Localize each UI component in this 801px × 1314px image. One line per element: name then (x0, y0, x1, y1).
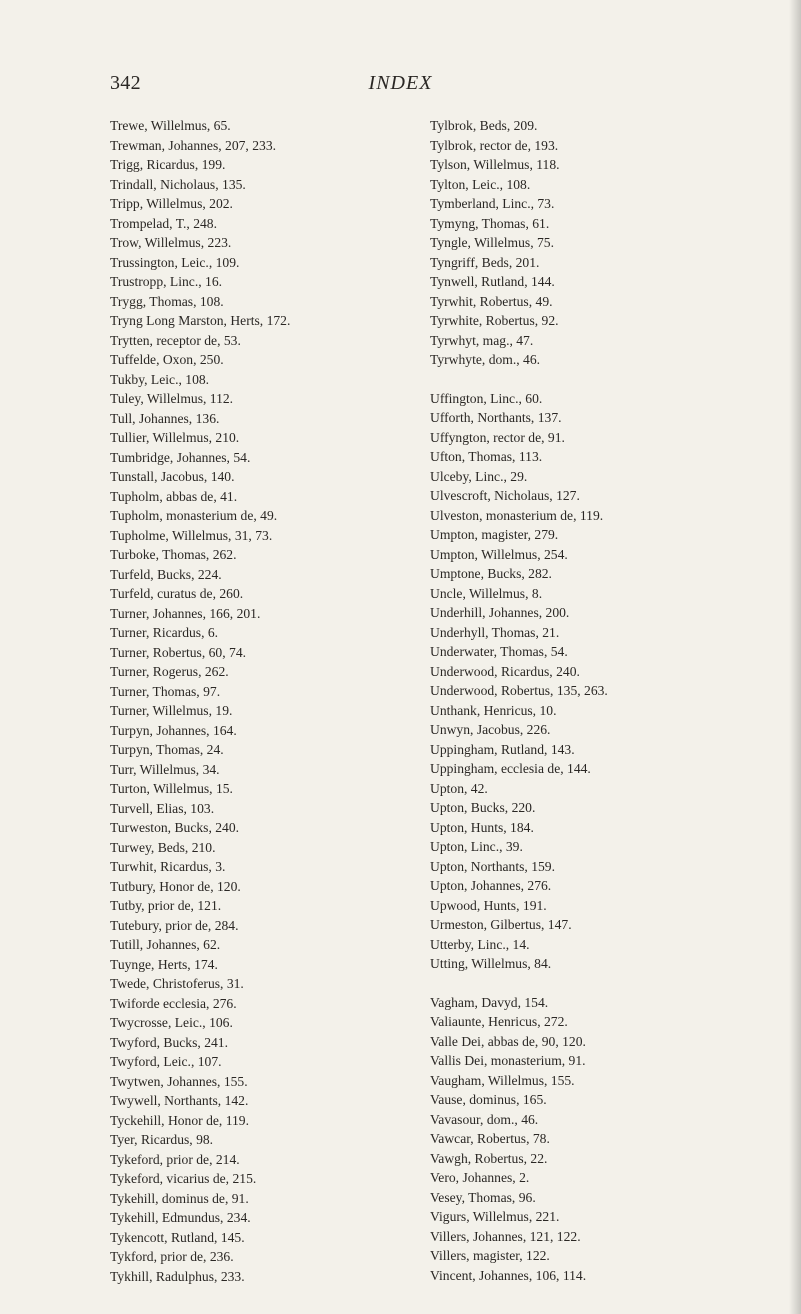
index-entry: Unthank, Henricus, 10. (430, 702, 557, 718)
index-entry: Turwhit, Ricardus, 3. (110, 859, 226, 874)
index-entry: Twywell, Northants, 142. (110, 1093, 249, 1108)
index-entry: Tylton, Leic., 108. (430, 176, 531, 192)
index-column-right (430, 116, 790, 1285)
index-entry: Tykhill, Radulphus, 233. (110, 1268, 245, 1284)
index-entry: Tyngle, Willelmus, 75. (430, 235, 554, 250)
index-entry: Tylbrok, rector de, 193. (430, 137, 559, 153)
index-entry: Twytwen, Johannes, 155. (110, 1073, 248, 1089)
index-entry: Uncle, Willelmus, 8. (430, 585, 543, 601)
index-column-left (110, 116, 410, 1286)
index-entry: Vallis Dei, monasterium, 91. (430, 1053, 586, 1068)
index-entry: Villers, Johannes, 121, 122. (430, 1228, 581, 1244)
index-entry: Tymberland, Linc., 73. (430, 196, 555, 211)
index-entry: Valiaunte, Henricus, 272. (430, 1014, 568, 1029)
index-entry: Underhyll, Thomas, 21. (430, 624, 560, 640)
index-entry: Upton, Bucks, 220. (430, 800, 536, 815)
index-entry: Umptone, Bucks, 282. (430, 566, 552, 581)
index-entry: Vincent, Johannes, 106, 114. (430, 1267, 587, 1283)
index-entry: Ufforth, Northants, 137. (430, 410, 562, 425)
index-entry: Vaugham, Willelmus, 155. (430, 1072, 575, 1088)
index-entry: Upton, Linc., 39. (430, 839, 523, 854)
index-entry: Tukby, Leic., 108. (110, 371, 210, 387)
index-entry: Tynwell, Rutland, 144. (430, 274, 555, 289)
index-entry: Twyford, Bucks, 241. (110, 1034, 228, 1050)
index-entry: Umpton, magister, 279. (430, 527, 559, 542)
index-entry: Trompelad, T., 248. (110, 215, 217, 231)
index-entry: Uffyngton, rector de, 91. (430, 429, 565, 445)
index-entry: Upton, 42. (430, 780, 488, 796)
index-entry: Twycrosse, Leic., 106. (110, 1015, 233, 1030)
index-entry: Turton, Willelmus, 15. (110, 781, 233, 796)
index-entry: Trewe, Willelmus, 65. (110, 118, 231, 133)
index-entry: Underwood, Ricardus, 240. (430, 663, 580, 679)
index-entry: Upton, Johannes, 276. (430, 878, 552, 893)
section-gap (430, 974, 790, 993)
index-entry: Turfeld, Bucks, 224. (110, 566, 222, 582)
index-entry: Tripp, Willelmus, 202. (110, 196, 233, 211)
index-entry: Villers, magister, 122. (430, 1248, 550, 1263)
index-entry: Vavasour, dom., 46. (430, 1111, 539, 1127)
index-entry: Tull, Johannes, 136. (110, 410, 220, 426)
index-entry: Utting, Willelmus, 84. (430, 956, 552, 971)
index-entry: Tutill, Johannes, 62. (110, 937, 221, 952)
index-entry: Trygg, Thomas, 108. (110, 293, 224, 309)
index-entry: Underwater, Thomas, 54. (430, 644, 568, 659)
index-entry: Tuffelde, Oxon, 250. (110, 352, 224, 367)
index-entry: Tykehill, Edmundus, 234. (110, 1210, 251, 1225)
index-entry: Utterby, Linc., 14. (430, 936, 530, 952)
index-entry: Tymyng, Thomas, 61. (430, 215, 550, 231)
index-entry: Tryng Long Marston, Herts, 172. (110, 313, 291, 328)
index-entry: Tutebury, prior de, 284. (110, 917, 239, 933)
index-entry: Tumbridge, Johannes, 54. (110, 449, 251, 465)
index-entry: Vawcar, Robertus, 78. (430, 1131, 550, 1146)
index-entry: Ulveston, monasterium de, 119. (430, 507, 604, 523)
index-entry: Ulvescroft, Nicholaus, 127. (430, 488, 580, 503)
index-entry: Trustropp, Linc., 16. (110, 274, 223, 289)
index-entry: Tutbury, Honor de, 120. (110, 878, 241, 894)
index-entry: Tyer, Ricardus, 98. (110, 1132, 214, 1147)
index-entry: Upwood, Hunts, 191. (430, 897, 547, 913)
index-entry: Turboke, Thomas, 262. (110, 547, 237, 562)
index-entry: Upton, Northants, 159. (430, 858, 555, 874)
index-entry: Twyford, Leic., 107. (110, 1054, 222, 1069)
index-entry: Uppingham, ecclesia de, 144. (430, 761, 591, 776)
index-entry: Upton, Hunts, 184. (430, 819, 534, 835)
index-entry: Vagham, Davyd, 154. (430, 994, 549, 1010)
index-entry: Tupholm, monasterium de, 49. (110, 508, 278, 523)
index-entry: Turpyn, Johannes, 164. (110, 722, 237, 738)
index-entry: Umpton, Willelmus, 254. (430, 546, 568, 562)
index-entry: Turweston, Bucks, 240. (110, 820, 240, 835)
index-entry: Ufton, Thomas, 113. (430, 449, 543, 464)
index-entry: Unwyn, Jacobus, 226. (430, 722, 551, 737)
index-entry: Tyckehill, Honor de, 119. (110, 1112, 249, 1128)
page-number: 342 (110, 72, 141, 94)
index-entry: Underhill, Johannes, 200. (430, 605, 570, 620)
index-entry: Vause, dominus, 165. (430, 1092, 547, 1107)
index-entry: Trigg, Ricardus, 199. (110, 157, 226, 172)
index-entry: Urmeston, Gilbertus, 147. (430, 917, 572, 932)
index-entry: Tyngriff, Beds, 201. (430, 254, 540, 270)
index-entry: Tutby, prior de, 121. (110, 898, 222, 913)
index-entry: Vigurs, Willelmus, 221. (430, 1209, 560, 1224)
index-entry: Valle Dei, abbas de, 90, 120. (430, 1033, 586, 1049)
index-entry: Trow, Willelmus, 223. (110, 235, 232, 250)
index-entry: Tyrwhyte, dom., 46. (430, 352, 541, 367)
running-title: INDEX (368, 72, 433, 94)
index-entry: Turfeld, curatus de, 260. (110, 586, 244, 601)
index-entry: Trussington, Leic., 109. (110, 254, 240, 270)
index-entry: Tyrwhite, Robertus, 92. (430, 313, 559, 328)
index-entry: Tullier, Willelmus, 210. (110, 430, 240, 445)
index-entry: Vero, Johannes, 2. (430, 1170, 530, 1185)
index-entry: Tupholm, abbas de, 41. (110, 488, 238, 504)
page-edge-shadow (789, 0, 801, 1314)
index-entry: Turwey, Beds, 210. (110, 839, 216, 855)
index-entry: Underwood, Robertus, 135, 263. (430, 683, 608, 698)
index-entry: Tykencott, Rutland, 145. (110, 1229, 245, 1245)
index-entry: Trewman, Johannes, 207, 233. (110, 137, 277, 153)
index-entry: Tupholme, Willelmus, 31, 73. (110, 527, 273, 543)
index-entry: Vawgh, Robertus, 22. (430, 1150, 548, 1166)
index-entry: Tyrwhit, Robertus, 49. (430, 293, 553, 309)
index-entry: Twede, Christoferus, 31. (110, 976, 244, 991)
index-entry: Tuley, Willelmus, 112. (110, 391, 234, 406)
index-entry: Tuynge, Herts, 174. (110, 956, 218, 972)
index-entry: Turner, Johannes, 166, 201. (110, 605, 261, 621)
index-entry: Ulceby, Linc., 29. (430, 468, 528, 484)
index-entry: Tykford, prior de, 236. (110, 1249, 234, 1264)
index-entry: Tykehill, dominus de, 91. (110, 1190, 249, 1206)
index-entry: Trindall, Nicholaus, 135. (110, 176, 246, 192)
index-entry: Twiforde ecclesia, 276. (110, 995, 237, 1011)
index-entry: Vesey, Thomas, 96. (430, 1189, 536, 1205)
index-entry: Tykeford, prior de, 214. (110, 1151, 240, 1167)
index-entry: Uffington, Linc., 60. (430, 390, 543, 406)
index-entry: Tylbrok, Beds, 209. (430, 118, 538, 133)
page-header (0, 72, 801, 98)
index-entry: Trytten, receptor de, 53. (110, 332, 241, 348)
index-entry: Turpyn, Thomas, 24. (110, 742, 224, 757)
index-entry: Tyrwhyt, mag., 47. (430, 332, 534, 348)
index-entry: Turner, Ricardus, 6. (110, 625, 219, 640)
index-entry: Tunstall, Jacobus, 140. (110, 469, 235, 484)
section-gap (430, 370, 790, 389)
index-entry: Turner, Robertus, 60, 74. (110, 644, 247, 660)
index-entry: Tykeford, vicarius de, 215. (110, 1171, 257, 1186)
index-entry: Turr, Willelmus, 34. (110, 761, 220, 777)
index-entry: Turner, Willelmus, 19. (110, 703, 233, 718)
index-entry: Uppingham, Rutland, 143. (430, 741, 575, 757)
index-entry: Tylson, Willelmus, 118. (430, 157, 560, 172)
index-entry: Turner, Thomas, 97. (110, 683, 221, 699)
index-entry: Turner, Rogerus, 262. (110, 664, 229, 679)
index-entry: Turvell, Elias, 103. (110, 800, 215, 816)
